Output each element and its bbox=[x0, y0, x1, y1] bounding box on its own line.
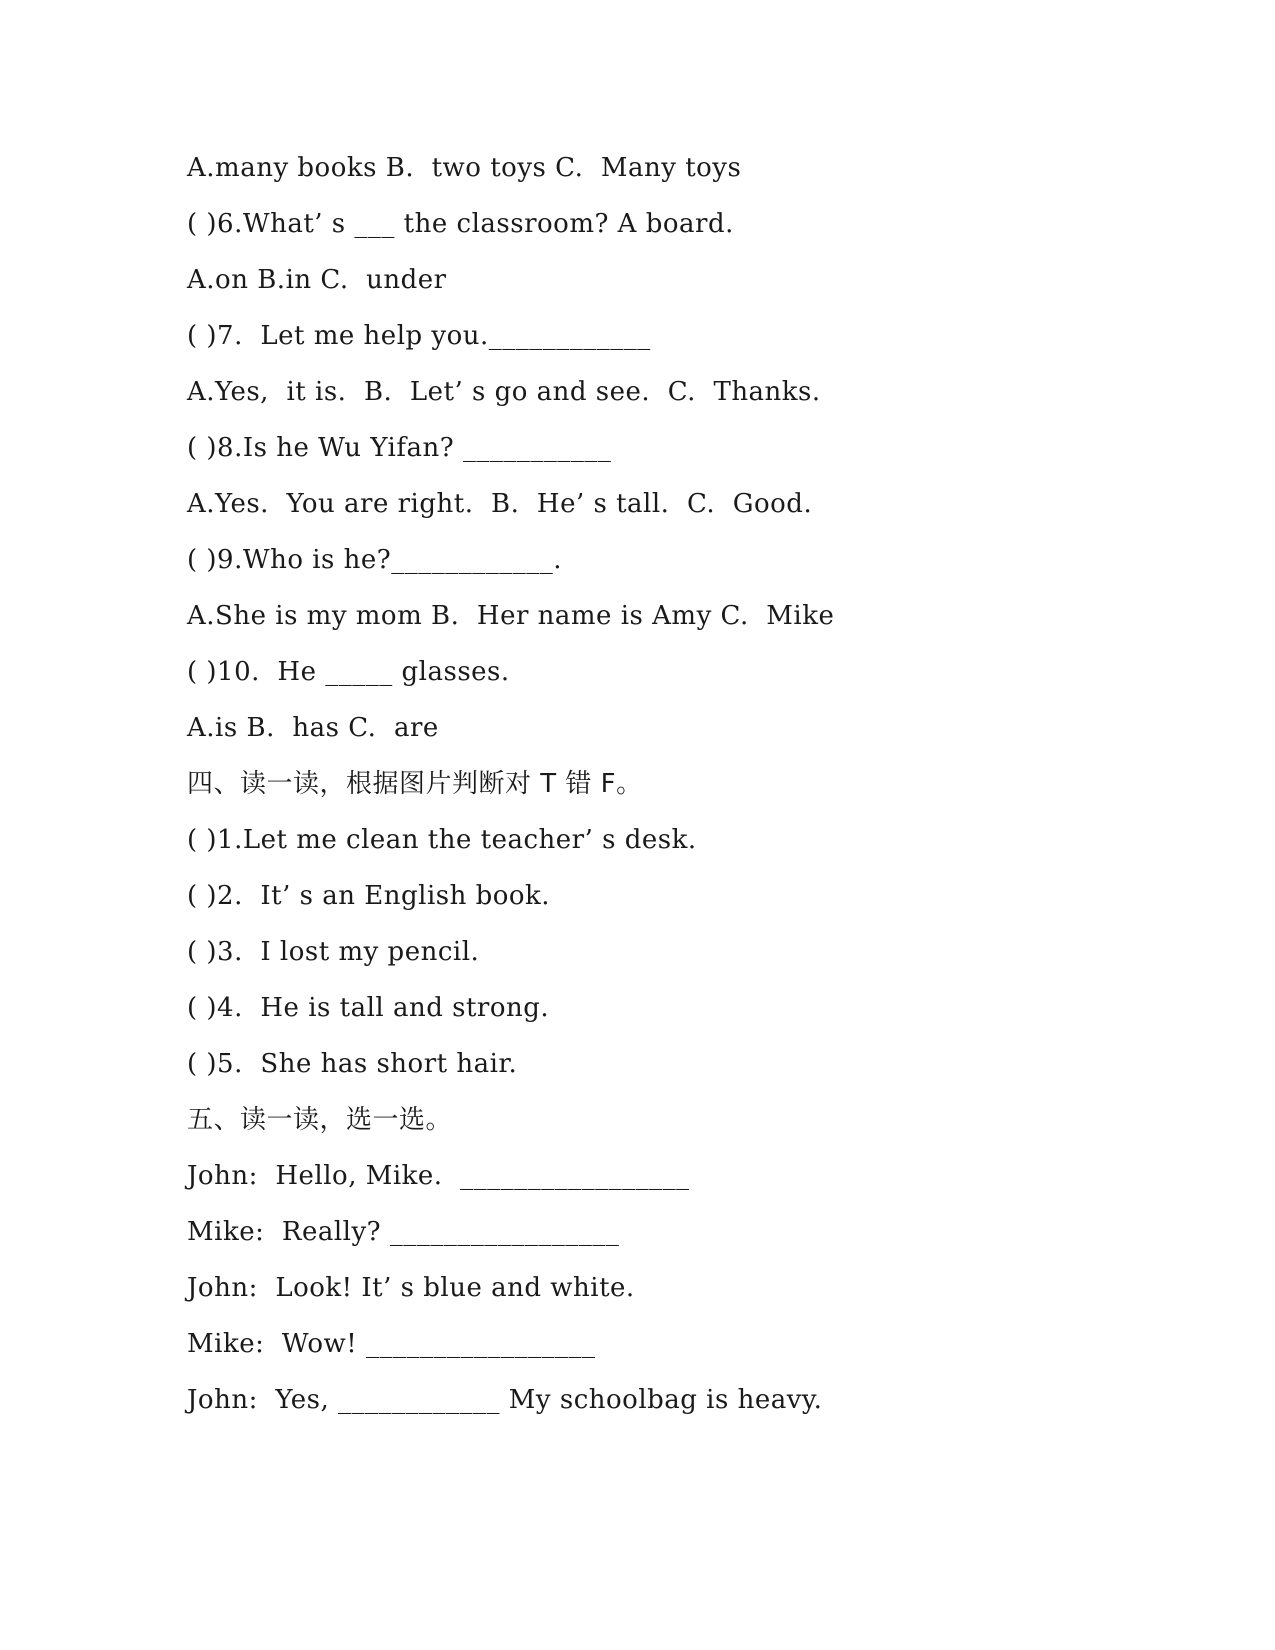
q8-question: ( )8.Is he Wu Yifan? ___________ bbox=[187, 433, 612, 463]
q6-question: ( )6.What’ s ___ the classroom? A board. bbox=[187, 209, 734, 239]
q9-options: A.She is my mom B. Her name is Amy C. Mike bbox=[187, 601, 835, 631]
q10-options: A.is B. has C. are bbox=[187, 713, 439, 743]
dialogue-line-3: John: Look! It’ s blue and white. bbox=[187, 1273, 635, 1303]
q8-options: A.Yes. You are right. B. He’ s tall. C. Good. bbox=[187, 489, 813, 519]
dialogue-line-2: Mike: Really? _________________ bbox=[187, 1217, 620, 1247]
dialogue-line-5: John: Yes, ____________ My schoolbag is heavy. bbox=[187, 1385, 823, 1415]
tf-item-2: ( )2. It’ s an English book. bbox=[187, 881, 551, 911]
q5-options: A.many books B. two toys C. Many toys bbox=[187, 153, 742, 183]
q10-question: ( )10. He _____ glasses. bbox=[187, 657, 510, 687]
section-five-heading: 五、读一读，选一选。 bbox=[187, 1105, 453, 1135]
tf-item-1: ( )1.Let me clean the teacher’ s desk. bbox=[187, 825, 697, 855]
q7-question: ( )7. Let me help you.____________ bbox=[187, 321, 651, 351]
q6-options: A.on B.in C. under bbox=[187, 265, 447, 295]
dialogue-line-4: Mike: Wow! _________________ bbox=[187, 1329, 596, 1359]
dialogue-line-1: John: Hello, Mike. _________________ bbox=[187, 1161, 690, 1191]
tf-item-5: ( )5. She has short hair. bbox=[187, 1049, 518, 1079]
tf-item-4: ( )4. He is tall and strong. bbox=[187, 993, 550, 1023]
section-four-heading: 四、读一读，根据图片判断对 T 错 F。 bbox=[187, 769, 643, 799]
q7-options: A.Yes, it is. B. Let’ s go and see. C. Thanks. bbox=[187, 377, 821, 407]
tf-item-3: ( )3. I lost my pencil. bbox=[187, 937, 480, 967]
q9-question: ( )9.Who is he?____________. bbox=[187, 545, 563, 575]
